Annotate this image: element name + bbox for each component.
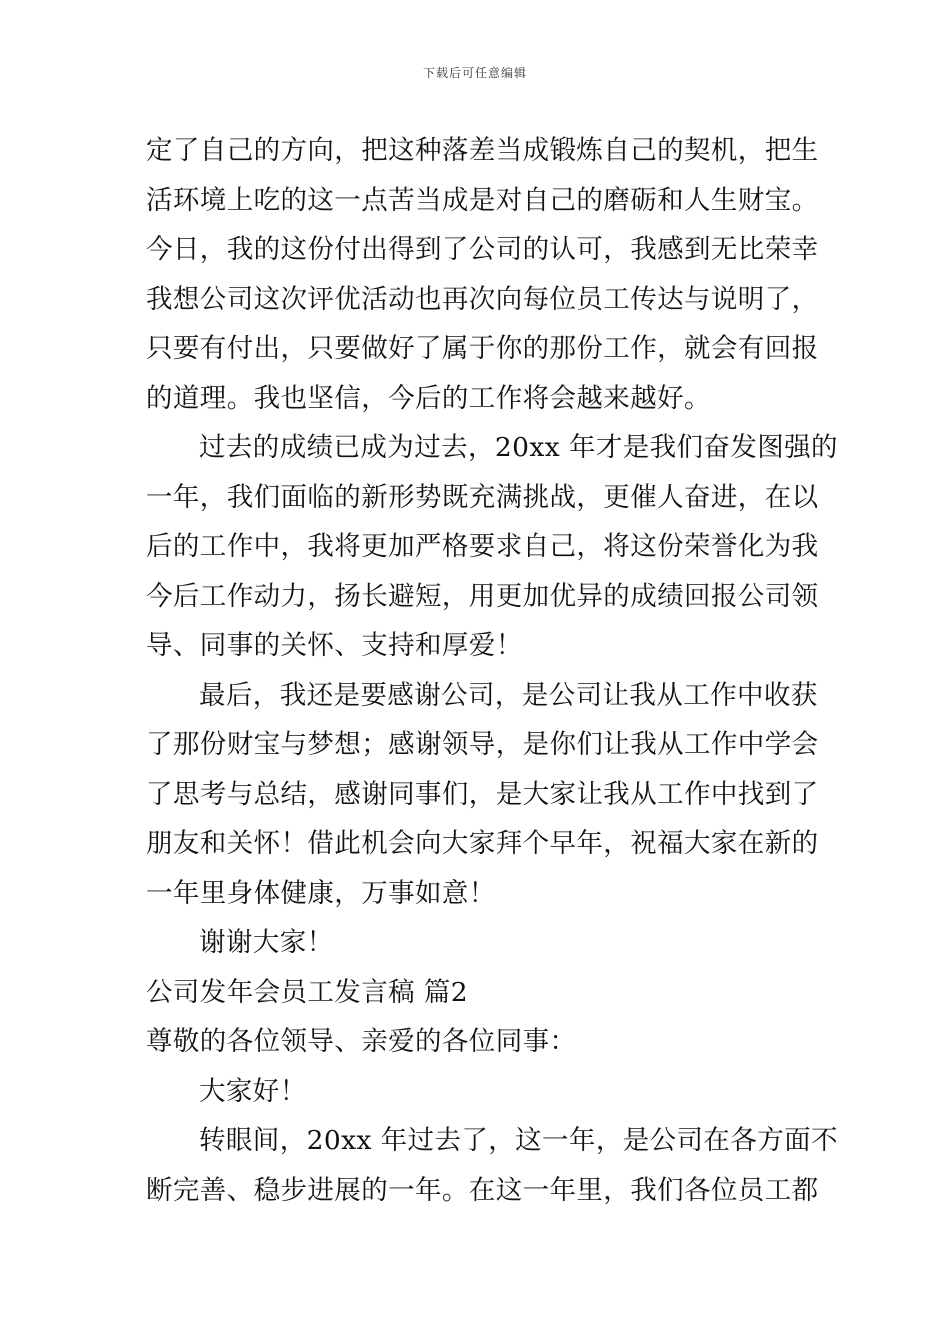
paragraph-first-line: 最后，我还是要感谢公司，是公司让我从工作中收获 [199, 679, 818, 711]
text-line: 一年里身体健康，万事如意！ [146, 877, 496, 909]
text-line: 今日，我的这份付出得到了公司的认可，我感到无比荣幸 [146, 234, 819, 265]
text-line: 一年，我们面临的新形势既充满挑战，更催人奋进，在以 [146, 481, 819, 513]
document-body [146, 126, 838, 1215]
text-line: 导、同事的关怀、支持和厚爱！ [146, 630, 523, 661]
text-line: 活环境上吃的这一点苦当成是对自己的磨砺和人生财宝。 [146, 184, 819, 216]
section-title: 公司发年会员工发言稿 篇2 [146, 976, 468, 1008]
text-line: 了那份财宝与梦想；感谢领导，是你们让我从工作中学会 [146, 729, 819, 760]
text-line: 朋友和关怀！借此机会向大家拜个早年，祝福大家在新的 [146, 828, 819, 859]
text-line: 今后工作动力，扬长避短，用更加优异的成绩回报公司领 [146, 580, 819, 612]
paragraph-first-line: 转眼间，20xx 年过去了，这一年，是公司在各方面不 [199, 1125, 838, 1156]
text-line: 后的工作中，我将更加严格要求自己，将这份荣誉化为我 [146, 531, 819, 562]
closing-thanks: 谢谢大家！ [199, 927, 334, 958]
text-line: 我想公司这次评优活动也再次向每位员工传达与说明了， [146, 283, 819, 315]
text-line: 断完善、稳步进展的一年。在这一年里，我们各位员工都 [146, 1174, 819, 1206]
text-line: 的道理。我也坚信，今后的工作将会越来越好。 [146, 382, 711, 414]
text-line: 定了自己的方向，把这种落差当成锻炼自己的契机，把生 [146, 135, 819, 166]
page-header: 下载后可任意编辑 [422, 66, 527, 80]
greeting: 大家好！ [199, 1075, 307, 1107]
text-line: 了思考与总结，感谢同事们，是大家让我从工作中找到了 [146, 778, 819, 810]
paragraph-first-line: 过去的成绩已成为过去，20xx 年才是我们奋发图强的 [199, 432, 838, 463]
salutation: 尊敬的各位领导、亲爱的各位同事： [146, 1026, 577, 1057]
text-line: 只要有付出，只要做好了属于你的那份工作，就会有回报 [146, 333, 819, 364]
